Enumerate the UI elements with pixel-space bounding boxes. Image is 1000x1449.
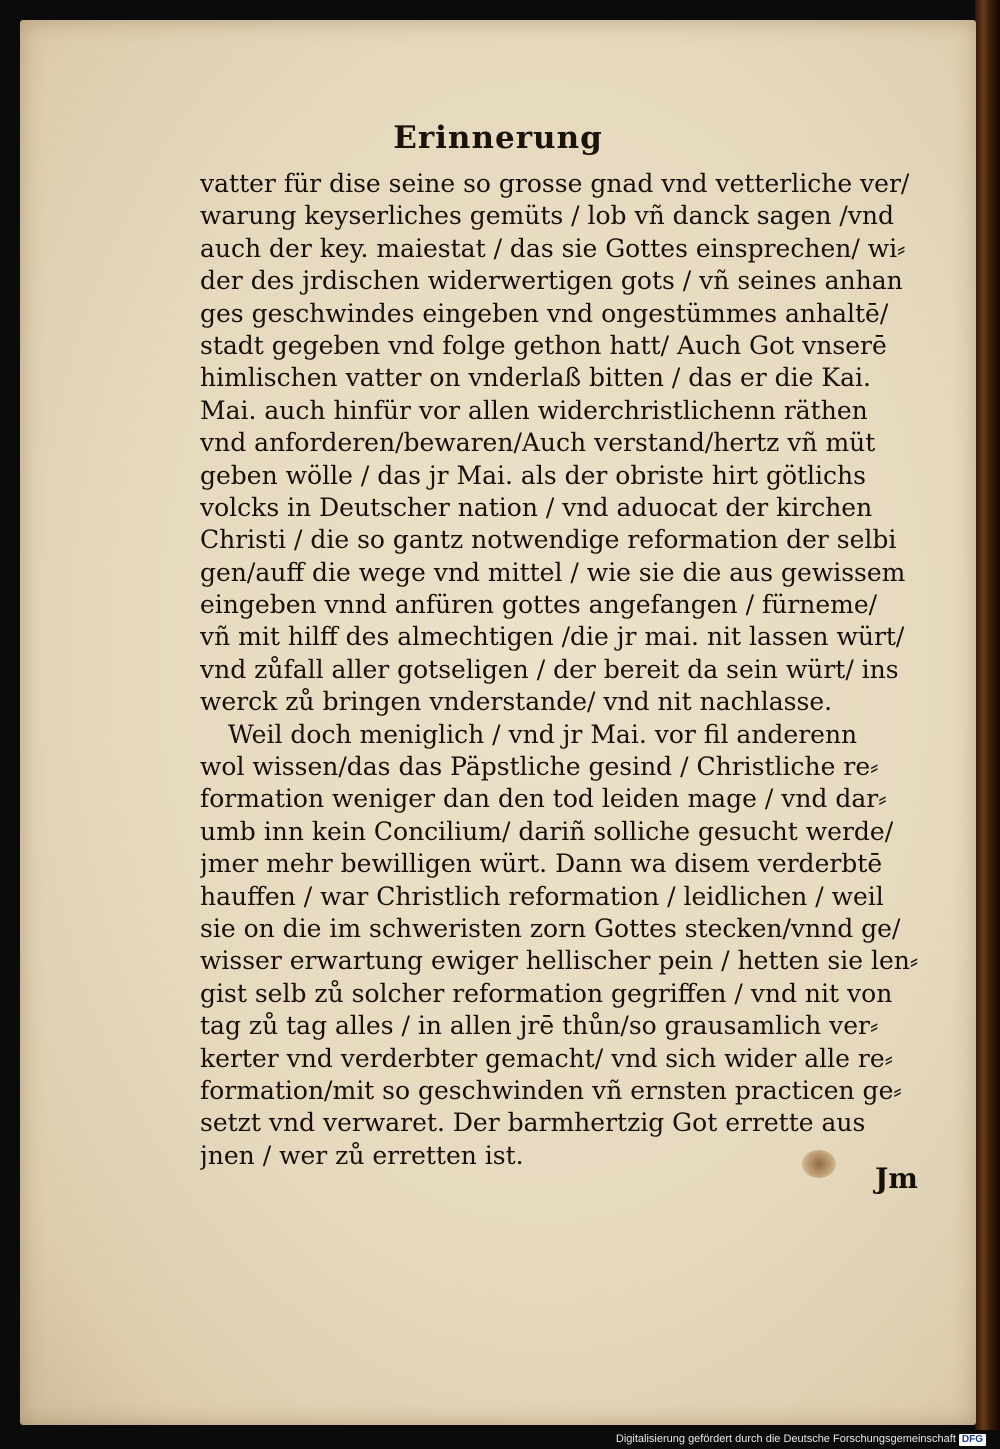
book-page <box>20 20 976 1425</box>
text-line: wol wissen/das das Päpstliche gesind / Christliche re⸗ <box>200 752 879 782</box>
dfg-logo: DFG <box>959 1434 986 1446</box>
text-line: Christi / die so gantz notwendige reformation der selbi <box>200 525 897 555</box>
text-line: der des jrdischen widerwertigen gots / vñ seines anhan <box>200 266 903 296</box>
catchword: Jm <box>875 1162 918 1195</box>
text-line: hauffen / war Christlich reformation / leidlichen / weil <box>200 881 884 911</box>
running-head: Erinnerung <box>393 120 603 156</box>
text-line: warung keyserliches gemüts / lob vñ danck sagen /vnd <box>200 201 895 231</box>
text-line: tag zů tag alles / in allen jrē thůn/so grausamlich ver⸗ <box>200 1011 879 1041</box>
text-line: jnen / wer zů erretten ist. <box>200 1140 524 1170</box>
text-line: gist selb zů solcher reformation gegriffen / vnd nit von <box>200 978 893 1008</box>
text-line: eingeben vnnd anfüren gottes angefangen / fürneme/ <box>200 590 878 620</box>
text-line: ges geschwindes eingeben vnd ongestümmes anhaltē/ <box>200 298 889 328</box>
text-block <box>200 168 920 1172</box>
text-line: stadt gegeben vnd folge gethon hatt/ Auch Got vnserē <box>200 330 887 360</box>
text-line: kerter vnd verderbter gemacht/ vnd sich wider alle re⸗ <box>200 1043 893 1073</box>
text-line: gen/auff die wege vnd mittel / wie sie die aus gewissem <box>200 557 906 587</box>
text-line: formation/mit so geschwinden vñ ernsten practicen ge⸗ <box>200 1075 902 1105</box>
text-line: vatter für dise seine so grosse gnad vnd vetterliche ver/ <box>200 169 910 198</box>
text-line: jmer mehr bewilligen würt. Dann wa disem verderbtē <box>200 849 883 879</box>
text-line: Mai. auch hinfür vor allen widerchristlichenn räthen <box>200 395 868 425</box>
text-line: sie on die im schweristen zorn Gottes stecken/vnnd ge/ <box>200 913 901 943</box>
text-line: setzt vnd verwaret. Der barmhertzig Got errette aus <box>200 1108 866 1138</box>
text-line: vnd anforderen/bewaren/Auch verstand/hertz vñ müt <box>200 428 876 458</box>
credit-text: Digitalisierung gefördert durch die Deutsche Forschungsgemeinschaft <box>615 1433 956 1445</box>
text-line: volcks in Deutscher nation / vnd aduocat der kirchen <box>200 492 873 522</box>
text-line: himlischen vatter on vnderlaß bitten / das er die Kai. <box>200 363 871 393</box>
text-line: Weil doch meniglich / vnd jr Mai. vor fil anderenn <box>228 719 858 749</box>
text-line: umb inn kein Concilium/ dariñ solliche gesucht werde/ <box>200 816 894 846</box>
book-edge <box>975 0 1000 1430</box>
text-line: formation weniger dan den tod leiden mage / vnd dar⸗ <box>200 784 887 814</box>
text-line: auch der key. maiestat / das sie Gottes einsprechen/ wi⸗ <box>200 233 906 263</box>
paper-stain <box>802 1150 836 1178</box>
text-line: werck zů bringen vnderstande/ vnd nit nachlasse. <box>200 687 833 717</box>
text-line: vñ mit hilff des almechtigen /die jr mai. nit lassen würt/ <box>200 622 905 652</box>
text-line: vnd zůfall aller gotseligen / der bereit da sein würt/ ins <box>200 654 899 684</box>
text-line: wisser erwartung ewiger hellischer pein / hetten sie len⸗ <box>200 946 919 976</box>
text-line: geben wölle / das jr Mai. als der obriste hirt götlichs <box>200 460 866 490</box>
digitization-credit <box>616 1433 986 1446</box>
